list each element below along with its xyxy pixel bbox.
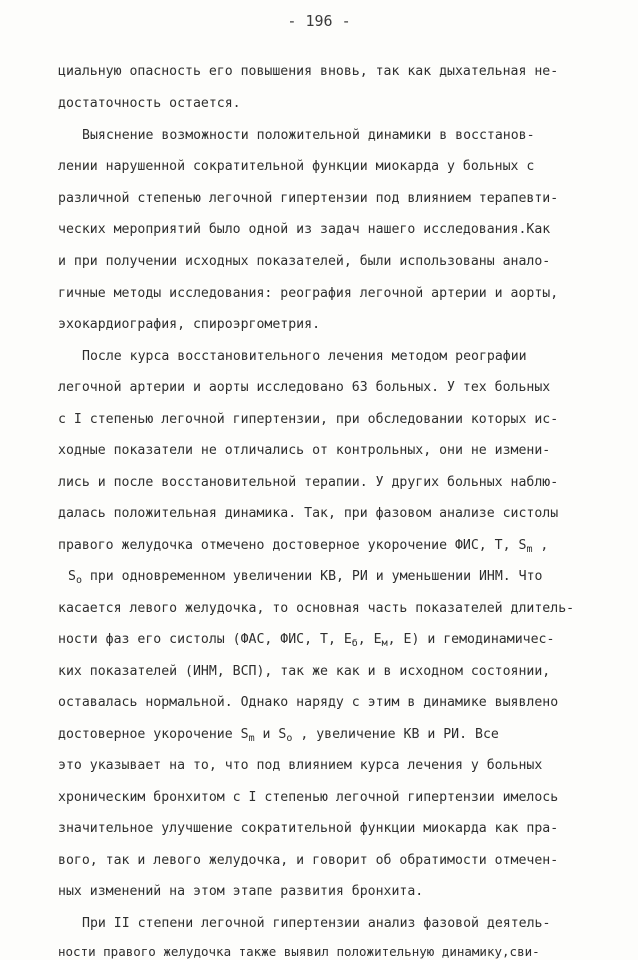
subscript: m — [526, 544, 533, 555]
text-segment: , увеличение КВ и РИ. Все — [292, 727, 499, 742]
text-segment: ности фаз его систолы (ФАС, ФИС, Т, Е — [58, 632, 352, 647]
text-line: лись и после восстановительной терапии. У других больных наблю- — [58, 475, 559, 490]
text-segment: и S — [254, 727, 287, 742]
text-line: ких показателей (ИНМ, ВСП), так же как и в исходном состоянии, — [58, 664, 551, 679]
subscript: o — [286, 733, 293, 744]
text-segment: при одновременном увеличении КВ, РИ и уменьшении ИНМ. Что — [81, 569, 543, 584]
text-segment: , Е — [357, 632, 382, 647]
text-line — [58, 538, 548, 555]
text-line: вого, так и левого желудочка, и говорит об обратимости отмечен- — [58, 853, 559, 868]
text-line: Выяснение возможности положительной динамики в восстанов- — [82, 128, 535, 143]
text-line: далась положительная динамика. Так, при фазовом анализе систолы — [58, 506, 559, 521]
text-line: циальную опасность его повышения вновь, так как дыхательная не- — [58, 64, 559, 79]
text-line: эхокардиография, спироэргометрия. — [58, 317, 321, 332]
text-line — [58, 632, 554, 649]
subscript: б — [351, 638, 358, 649]
text-line: После курса восстановительного лечения методом реографии — [82, 349, 527, 364]
text-line: и при получении исходных показателей, были использованы анало- — [58, 254, 551, 269]
text-segment: достоверное укорочение S — [58, 727, 249, 742]
text-line: При II степени легочной гипертензии анализ фазовой деятель- — [82, 916, 551, 931]
text-line — [68, 569, 542, 586]
text-line: касается левого желудочка, то основная часть показателей длитель- — [58, 601, 575, 616]
subscript: o — [75, 575, 82, 586]
text-line: различной степенью легочной гипертензии под влиянием терапевти- — [58, 191, 559, 206]
text-line: ходные показатели не отличались от контрольных, они не измени- — [58, 443, 551, 458]
text-line: достаточность остается. — [58, 96, 241, 111]
text-line: легочной артерии и аорты исследовано 63 больных. У тех больных — [58, 380, 551, 395]
text-line: лении нарушенной сократительной функции миокарда у больных с — [58, 159, 535, 174]
text-line: ческих мероприятий было одной из задач нашего исследования.Как — [58, 222, 551, 237]
text-line: значительное улучшение сократительной функции миокарда как пра- — [58, 821, 559, 836]
text-segment: S — [68, 569, 76, 584]
text-segment: правого желудочка отмечено достоверное укорочение ФИС, Т, S — [58, 538, 527, 553]
text-line: ных изменений на этом этапе развития бронхита. — [58, 884, 424, 899]
subscript: м — [381, 638, 388, 649]
subscript: m — [248, 733, 255, 744]
text-line — [58, 727, 499, 744]
text-line: это указывает на то, что под влиянием курса лечения у больных — [58, 758, 543, 773]
text-segment: , — [532, 538, 549, 553]
text-line: с I степенью легочной гипертензии, при обследовании которых ис- — [58, 412, 559, 427]
text-segment: , Е) и гемодинамичес- — [387, 632, 555, 647]
text-line: ности правого желудочка также выявил положительную динамику,сви- — [58, 944, 540, 959]
text-line: оставалась нормальной. Однако наряду с этим в динамике выявлено — [58, 695, 559, 710]
text-line: гичные методы исследования: реография легочной артерии и аорты, — [58, 286, 559, 301]
page-number: - 196 - — [287, 12, 351, 30]
text-line: хроническим бронхитом с I степенью легочной гипертензии имелось — [58, 790, 559, 805]
